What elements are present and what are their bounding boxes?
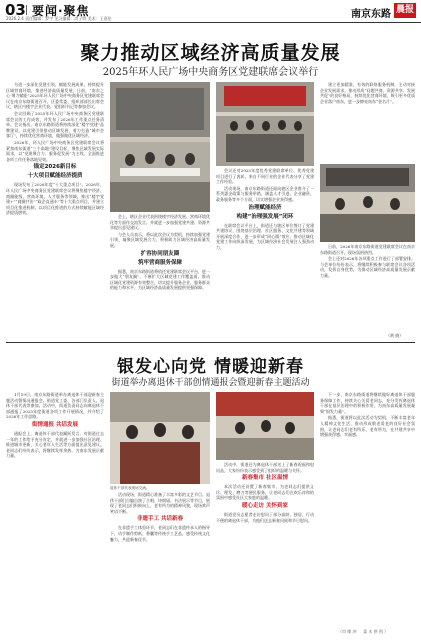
photo-caption: 退休干部代表现场交流。: [110, 486, 150, 490]
paragraph: 据悉，南京东路街道将依托党建联席会议平台，进一步做大“朋友圈”，不断扩大区域党建工作覆盖面，推动区域化党建资源有效整合，切实提升服务企业、服务群众的能力和水平，为区域经济高质量发展提供坚强保障。: [110, 268, 210, 291]
section-subheading: 十大项目赋能经济提质: [27, 173, 83, 180]
newspaper-name: 南京东路: [351, 9, 391, 20]
paragraph: 2026年，环人民广场中央商务区党建联席会议将紧扣南东街道“三个高地”建设目标，聚焦区域发展实际需求，以“党建聚合力、服务促发展”为主线，全面推进各项工作任务落地见效。: [6, 139, 104, 162]
article2-subheadline: 街道举办离退休干部创情通报会暨迎新春主题活动: [111, 378, 310, 388]
article1-subheadline: 2025年环人民广场中央商务区党建联席会议举行: [102, 67, 319, 78]
meeting-photo: [110, 82, 210, 212]
article1-reporter: （黄 晓）: [386, 333, 404, 338]
article-divider: [6, 342, 415, 343]
section-heading: 非遗手工 共话新春: [137, 516, 183, 523]
article2-column-1: [6, 392, 104, 636]
photo-caption: 日前，2026年南京东路街道党建联席会议在南京东路街道召开，现场氛围热烈。: [320, 244, 415, 255]
paragraph: 本次活动还设置了新春集市，为老同志们提供义诊、理发、磨刀等便民服务，让老同志们在欢乐祥和的氛围中感受社区大家庭的温暖。: [216, 484, 314, 501]
paragraph: 建立更加精准、有效的联络服务机制，主动对接企业发展需求，推动形成“问题共商、资源共享、发展共促”的良好格局，持续优化营商环境，吸引更多优质企业落户南东，进一步擦亮南东“金名片”。: [320, 82, 415, 104]
section-title: 要闻·聚焦: [32, 4, 90, 18]
section-heading: 治理赋能经济: [248, 204, 282, 211]
article1-column-4b: [320, 244, 415, 340]
article1-column-1: [6, 82, 104, 340]
article2-column-4: [320, 392, 415, 628]
masthead: [0, 0, 421, 23]
activity-photo: [216, 392, 314, 460]
paragraph: 1月19日，南京东路街道举办离退休干部迎新春主题活动暨情况通报会。街道党工委、各部门负责人、退休干部代表等参加。活动中，街道负责同志向离退休干部通报了2025年度街道各项工作开展情况，并介绍了2026年工作思路。: [6, 392, 104, 420]
article2-reporter: （市 维 冲 姜 木 供 图 ）: [338, 629, 389, 634]
section-heading: 扩容协同朋友圈: [140, 250, 180, 257]
section-heading: 街情通报 共话发展: [32, 421, 78, 428]
section-subheading: 构建“治理强发展”闭环: [236, 213, 294, 220]
article2-column-3: [216, 462, 314, 636]
paragraph: 会上还对2026年各项重点工作进行了部署安排。与会单位纷纷表示，将继续积极参与联席会议各项活动，发挥自身优势，为推动区域经济高质量发展贡献力量。: [320, 256, 415, 278]
section-heading: 新春集市 社区温情: [242, 475, 288, 482]
page-number: 03: [5, 1, 26, 19]
editor-info: 2026.2.4 责任编辑：罗宇 见习编辑：尚子明 美术：王嘉伦: [6, 16, 112, 21]
paragraph: 活动现场，南京东路街道还面向辖区企业推介了一系列惠企政策与服务举措，涵盖人才引进、企业融资、政务服务等多个方面，切实增强企业获得感。: [216, 185, 314, 202]
paragraph: 在联席会议平台上，街道还与辖区单位签订了党建共建协议，围绕基层治理、社区服务、文化共建等领域开展深度合作，进一步形成“同心圆”效应，推动区域化党建工作向纵深发展，为区域经济社会发展注入强劲动力。: [216, 222, 314, 250]
paragraph: 活动中，街道还为离退休干部送上了新春祝福和慰问品，大家纷纷表示感受到了组织的温暖与关怀。: [216, 462, 314, 473]
article1-column-4: [320, 82, 415, 164]
paragraph: 会议回顾了2025年环人民广场中央商务区党建联席会议的工作成效，并发布了2026年工作重点任务清单。会议指出，南京东路街道将持续深化“楼宇党建”品牌建设，以党建引领推动区域发展，着力打造“城市会客厅”，持续优化营商环境，做强做优区域经济。: [6, 110, 104, 139]
article1-column-3: [216, 168, 314, 340]
article1-column-2: [110, 214, 210, 340]
paragraph: 会上，辖区企业代表围绕楼宇经济发展、营商环境优化等方面作交流发言，并就进一步加强党建共建、资源共享提出意见建议。: [110, 214, 210, 231]
paragraph: 现场发布了2026年度“十大重点项目”。2026年，环人民广场中央商务区党建联席会议将聚焦楼宇经济、商圈能级、营商环境、人才服务等领域，推出“楼宇党建+”“商圈共治”“政企直通车”等十大重点项目，并建立项目化推进机制，以项目化推进的方式持续赋能区域经济提质增效。: [6, 182, 104, 216]
section-heading: 锚定2026新目标: [33, 164, 77, 171]
newspaper-logo: 晨报: [394, 3, 416, 18]
paragraph: 活动现场，街道精心准备了丰富多彩的文艺节目。退休干部们自编自演了合唱、诗朗诵、书法展示等节目，展现了老同志们积极向上、老有所为的精神风貌，现场欢声笑语不断。: [110, 492, 210, 514]
masthead-separator: [26, 5, 27, 15]
paragraph: 据悉，街道将以此次活动为契机，不断丰富老年人精神文化生活，推动形成敬老爱老的良好社会氛围，让老同志们老有所乐、老有所为，在共建共享中增强获得感、幸福感。: [320, 415, 415, 438]
paragraph: 为进一步深化党建引领，赋能发展成果，持续提升区域营商环境，推进经济高质量发展，日前，“南东之心·聚力赋能”2025年环人民广场中央商务区党建联席会议在南京东路街道召开，区委常委、组织部部长出席会议，辖区内楼宇企业代表、党组织书记等参加会议。: [6, 82, 104, 110]
article2-headline: 银发心向党 情暖迎新春: [117, 357, 304, 377]
retiree-photo: [110, 392, 210, 484]
paragraph: 会议还对2025年度优秀党建联席单位、优秀党建项目进行了表彰，来自不同行业的企业代表分享了党建工作经验。: [216, 168, 314, 185]
paragraph: 通报会上，离退休干部代表踊跃发言，对街道过去一年的工作给予充分肯定，并就进一步加强社区治理、推进城市更新、关心老年人生活等方面提出意见建议。老同志们纷纷表示，将继续发挥余热，为南东发展贡献力量。: [6, 430, 104, 459]
section-subheading: 筑牢营商服务保障: [137, 259, 182, 266]
article1-headline: 聚力推动区域经济高质量发展: [80, 42, 341, 64]
paragraph: 街道党员志愿者走访慰问了部分高龄、独居、行动不便的离退休干部，为他们送去新春问候和节日慰问。: [216, 511, 314, 523]
paragraph: 下一步，南京东路街道将继续做好离退休干部服务保障工作，持续关心关爱老同志，充分发挥离退休干部在基层治理中的积极作用，为南东高质量发展凝聚“银发力量”。: [320, 392, 415, 414]
forum-photo: [320, 164, 415, 242]
paragraph: 在非遗手工体验环节，老同志们在非遗传承人的指导下，动手制作剪纸、香囊等传统手工艺品，感受传统文化魅力，共迎新春佳节。: [110, 525, 210, 542]
article2-column-2: [110, 486, 210, 636]
paragraph: 与会人员表示，将以此次会议为契机，持续加强党建引领，凝聚区域发展合力，积极助力区域经济高质量发展。: [110, 231, 210, 248]
group-photo: [216, 82, 314, 166]
section-heading: 暖心走访 关怀到家: [242, 502, 288, 509]
